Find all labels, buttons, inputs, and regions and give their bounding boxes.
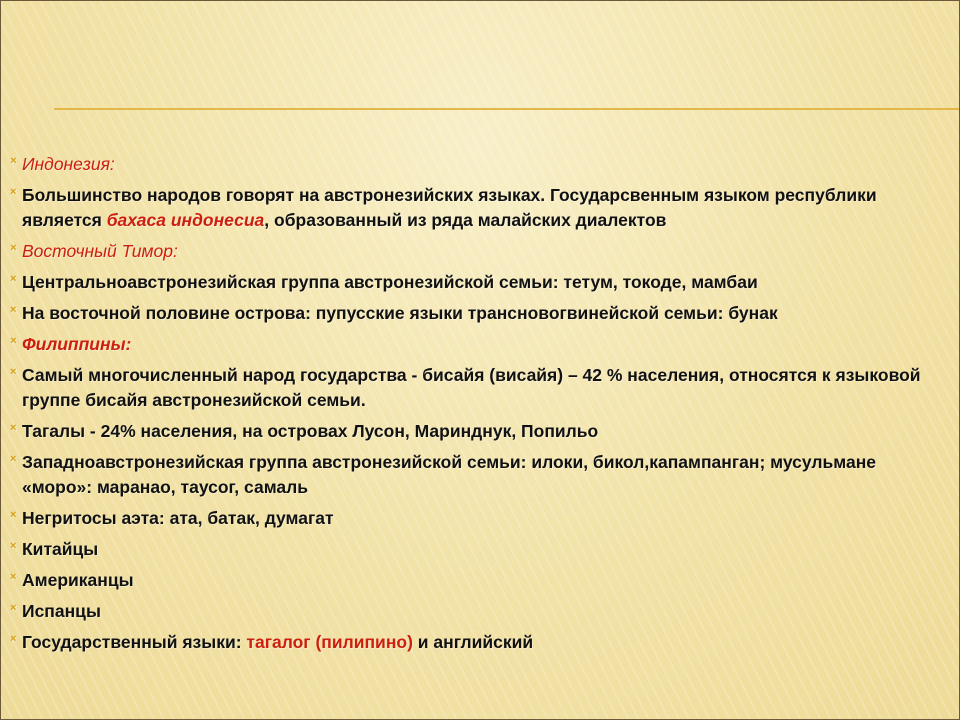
item-text: Большинство народов говорят на австронезийских языках. Государсвенным языком республики является — [22, 185, 877, 230]
bullet-icon: × — [10, 540, 17, 552]
list-item — [10, 599, 940, 624]
item-text: Западноавстронезийская группа австронезийской семьи: илоки, бикол,капампанган; мусульмане «моро»: маранао, таусог, самаль — [22, 452, 877, 497]
list-item — [10, 363, 940, 413]
bullet-list — [10, 152, 940, 661]
list-item — [10, 332, 940, 357]
bullet-icon: × — [10, 633, 17, 645]
list-item — [10, 301, 940, 326]
item-text: Самый многочисленный народ государства - бисайя (висайя) – 42 % населения, относятся к языковой группе бисайя австронезийской семьи. — [22, 365, 921, 410]
bullet-icon: × — [10, 366, 17, 378]
item-text: Тагалы - 24% населения, на островах Лусон, Маринднук, Попильо — [22, 421, 599, 441]
bullet-icon: × — [10, 273, 17, 285]
list-item — [10, 568, 940, 593]
bullet-icon: × — [10, 453, 17, 465]
list-item — [10, 239, 940, 264]
bullet-icon: × — [10, 242, 17, 254]
item-text: Американцы — [22, 570, 134, 590]
bullet-icon: × — [10, 602, 17, 614]
list-item — [10, 506, 940, 531]
bullet-icon: × — [10, 186, 17, 198]
list-item — [10, 183, 940, 233]
list-item — [10, 270, 940, 295]
item-text-after: , образованный из ряда малайских диалектов — [264, 210, 667, 230]
list-item — [10, 152, 940, 177]
highlight-term: тагалог (пилипино) — [246, 632, 413, 652]
title-divider — [54, 108, 959, 110]
item-text: Государственный языки: — [22, 632, 247, 652]
item-text: Центральноавстронезийская группа австронезийской семьи: тетум, токоде, мамбаи — [22, 272, 758, 292]
bullet-icon: × — [10, 571, 17, 583]
bullet-icon: × — [10, 422, 17, 434]
list-item — [10, 537, 940, 562]
heading-philippines: Филиппины: — [22, 334, 132, 354]
item-text: Китайцы — [22, 539, 99, 559]
bullet-icon: × — [10, 304, 17, 316]
bullet-icon: × — [10, 509, 17, 521]
heading-indonesia: Индонезия: — [22, 154, 115, 174]
highlight-term: бахаса индонесиа — [106, 210, 265, 230]
list-item — [10, 419, 940, 444]
item-text: На восточной половине острова: пупусские языки трансновогвинейской семьи: бунак — [22, 303, 778, 323]
bullet-icon: × — [10, 155, 17, 167]
bullet-icon: × — [10, 335, 17, 347]
heading-east-timor: Восточный Тимор: — [22, 241, 178, 261]
list-item — [10, 450, 940, 500]
item-text: Негритосы аэта: ата, батак, думагат — [22, 508, 334, 528]
item-text: Испанцы — [22, 601, 101, 621]
list-item — [10, 630, 940, 655]
item-text-after: и английский — [412, 632, 534, 652]
